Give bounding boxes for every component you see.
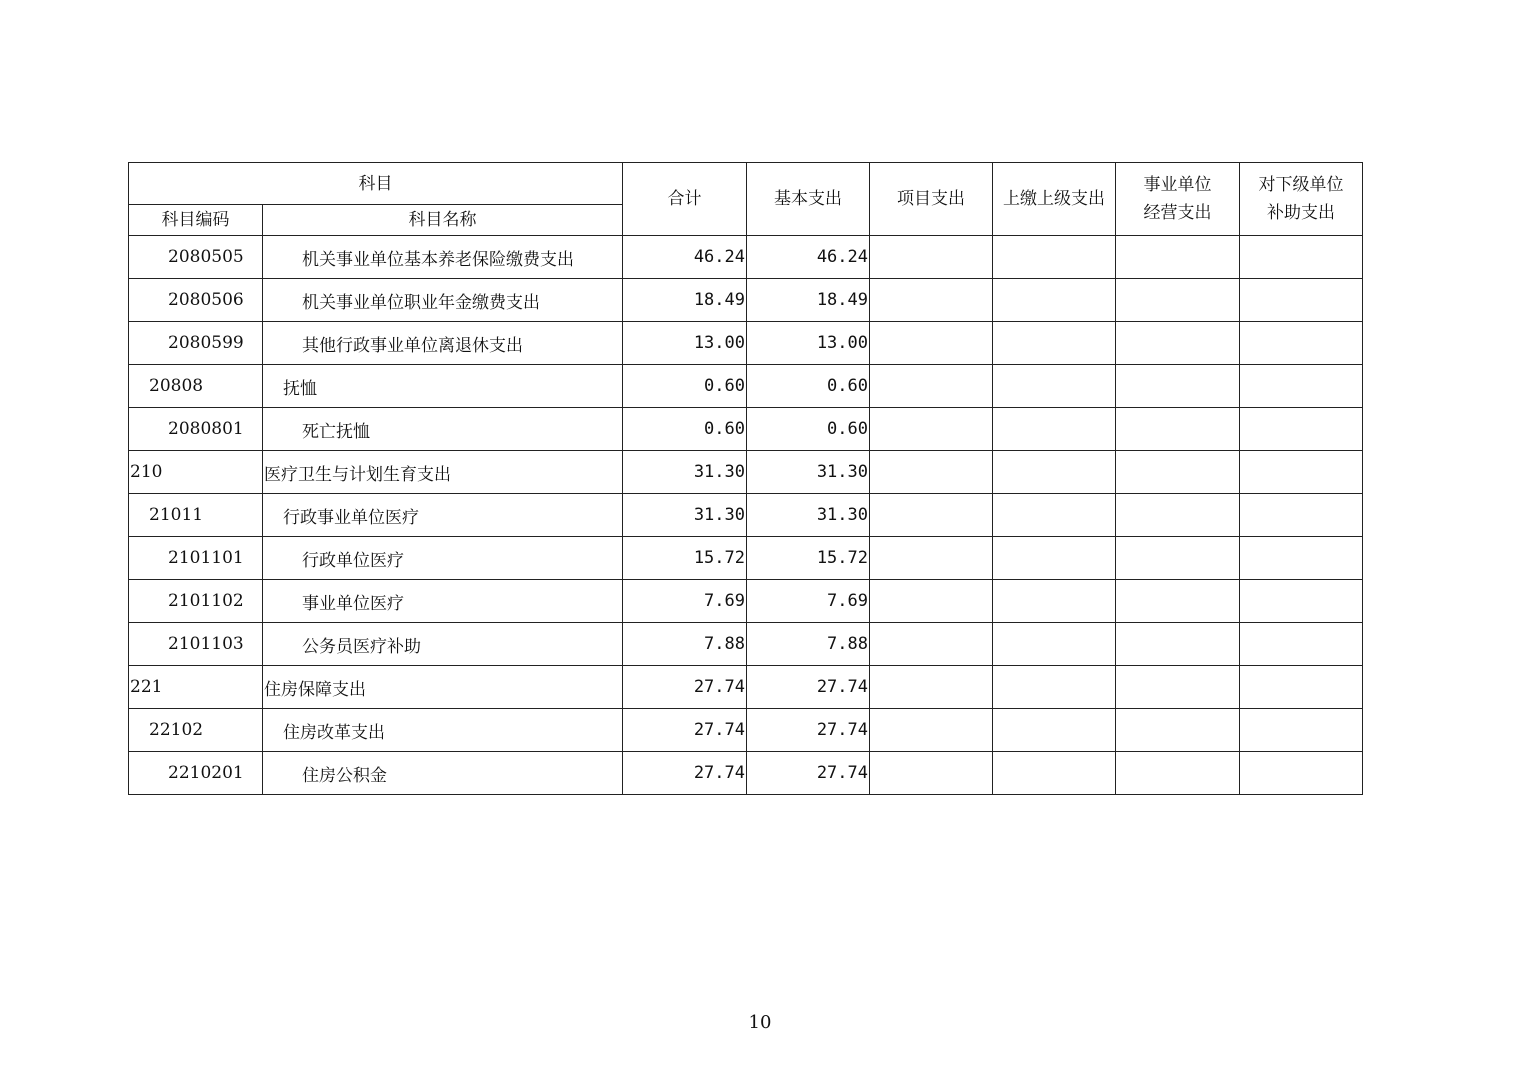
table-row bbox=[129, 709, 1363, 752]
table-row bbox=[129, 580, 1363, 623]
subject-code-cell: 2080801 bbox=[129, 408, 263, 451]
subject-code-cell: 2080599 bbox=[129, 322, 263, 365]
total-cell: 46.24 bbox=[623, 236, 747, 279]
remit-superior-cell bbox=[993, 365, 1116, 408]
page-number: 10 bbox=[748, 1012, 772, 1033]
subject-name-cell: 机关事业单位职业年金缴费支出 bbox=[263, 279, 623, 322]
total-header: 合计 bbox=[623, 163, 747, 236]
project-expenditure-cell bbox=[870, 494, 993, 537]
project-expenditure-cell bbox=[870, 623, 993, 666]
subsidy-expenditure-cell bbox=[1240, 537, 1363, 580]
operating-expenditure-cell bbox=[1116, 365, 1240, 408]
subject-name-cell: 住房公积金 bbox=[263, 752, 623, 795]
project-expenditure-cell bbox=[870, 451, 993, 494]
subject-code-cell: 2080506 bbox=[129, 279, 263, 322]
project-expenditure-cell bbox=[870, 752, 993, 795]
subject-name-cell: 住房保障支出 bbox=[263, 666, 623, 709]
total-cell: 15.72 bbox=[623, 537, 747, 580]
remit-superior-cell bbox=[993, 580, 1116, 623]
subsidy-expenditure-cell bbox=[1240, 494, 1363, 537]
subsidy-expenditure-cell bbox=[1240, 236, 1363, 279]
table-row bbox=[129, 236, 1363, 279]
remit-superior-cell bbox=[993, 752, 1116, 795]
project-expenditure-cell bbox=[870, 236, 993, 279]
project-expenditure-cell bbox=[870, 537, 993, 580]
basic-expenditure-cell: 31.30 bbox=[747, 451, 870, 494]
total-cell: 31.30 bbox=[623, 451, 747, 494]
project-expenditure-cell bbox=[870, 580, 993, 623]
operating-expenditure-cell bbox=[1116, 279, 1240, 322]
subsidy-expenditure-cell bbox=[1240, 408, 1363, 451]
operating-expenditure-header bbox=[1116, 163, 1240, 236]
project-expenditure-cell bbox=[870, 365, 993, 408]
remit-superior-cell bbox=[993, 408, 1116, 451]
subject-code-cell: 2101101 bbox=[129, 537, 263, 580]
remit-superior-cell bbox=[993, 666, 1116, 709]
remit-superior-cell bbox=[993, 322, 1116, 365]
subject-code-cell: 2101102 bbox=[129, 580, 263, 623]
basic-expenditure-cell: 18.49 bbox=[747, 279, 870, 322]
subject-name-cell: 医疗卫生与计划生育支出 bbox=[263, 451, 623, 494]
subsidy-expenditure-cell bbox=[1240, 580, 1363, 623]
table-row bbox=[129, 494, 1363, 537]
subject-name-cell: 其他行政事业单位离退休支出 bbox=[263, 322, 623, 365]
operating-expenditure-cell bbox=[1116, 666, 1240, 709]
remit-superior-header: 上缴上级支出 bbox=[993, 163, 1116, 236]
operating-expenditure-cell bbox=[1116, 451, 1240, 494]
total-cell: 7.69 bbox=[623, 580, 747, 623]
operating-expenditure-cell bbox=[1116, 537, 1240, 580]
subject-code-cell: 2101103 bbox=[129, 623, 263, 666]
remit-superior-cell bbox=[993, 623, 1116, 666]
subject-name-cell: 机关事业单位基本养老保险缴费支出 bbox=[263, 236, 623, 279]
subject-code-cell: 21011 bbox=[129, 494, 263, 537]
table-row bbox=[129, 623, 1363, 666]
subject-code-cell: 2210201 bbox=[129, 752, 263, 795]
total-cell: 27.74 bbox=[623, 709, 747, 752]
subject-name-cell: 死亡抚恤 bbox=[263, 408, 623, 451]
total-cell: 0.60 bbox=[623, 365, 747, 408]
subsidy-header-line2: 补助支出 bbox=[1267, 203, 1335, 223]
remit-superior-cell bbox=[993, 494, 1116, 537]
subject-code-cell: 20808 bbox=[129, 365, 263, 408]
subject-code-cell: 2080505 bbox=[129, 236, 263, 279]
subsidy-expenditure-cell bbox=[1240, 709, 1363, 752]
basic-expenditure-cell: 0.60 bbox=[747, 365, 870, 408]
table-row bbox=[129, 537, 1363, 580]
table-row bbox=[129, 666, 1363, 709]
table-row bbox=[129, 451, 1363, 494]
table-row bbox=[129, 408, 1363, 451]
subject-name-cell: 行政单位医疗 bbox=[263, 537, 623, 580]
subsidy-header-line1: 对下级单位 bbox=[1258, 175, 1344, 195]
subsidy-expenditure-cell bbox=[1240, 451, 1363, 494]
basic-expenditure-cell: 46.24 bbox=[747, 236, 870, 279]
subject-code-cell: 221 bbox=[129, 666, 263, 709]
operating-expenditure-cell bbox=[1116, 236, 1240, 279]
project-expenditure-cell bbox=[870, 322, 993, 365]
basic-expenditure-cell: 27.74 bbox=[747, 752, 870, 795]
subject-name-cell: 行政事业单位医疗 bbox=[263, 494, 623, 537]
project-expenditure-cell bbox=[870, 408, 993, 451]
basic-expenditure-cell: 13.00 bbox=[747, 322, 870, 365]
operating-header-line2: 经营支出 bbox=[1143, 203, 1212, 223]
subject-name-cell: 事业单位医疗 bbox=[263, 580, 623, 623]
table-row bbox=[129, 322, 1363, 365]
basic-expenditure-cell: 27.74 bbox=[747, 709, 870, 752]
basic-expenditure-cell: 27.74 bbox=[747, 666, 870, 709]
operating-expenditure-cell bbox=[1116, 322, 1240, 365]
subject-name-cell: 抚恤 bbox=[263, 365, 623, 408]
subsidy-expenditure-cell bbox=[1240, 365, 1363, 408]
project-expenditure-header: 项目支出 bbox=[870, 163, 993, 236]
project-expenditure-cell bbox=[870, 709, 993, 752]
remit-superior-cell bbox=[993, 537, 1116, 580]
remit-superior-cell bbox=[993, 279, 1116, 322]
subsidy-expenditure-cell bbox=[1240, 666, 1363, 709]
operating-expenditure-cell bbox=[1116, 623, 1240, 666]
operating-header-line1: 事业单位 bbox=[1143, 175, 1212, 195]
project-expenditure-cell bbox=[870, 666, 993, 709]
table-row bbox=[129, 752, 1363, 795]
subsidy-expenditure-cell bbox=[1240, 322, 1363, 365]
basic-expenditure-cell: 7.69 bbox=[747, 580, 870, 623]
subsidy-expenditure-cell bbox=[1240, 623, 1363, 666]
remit-superior-cell bbox=[993, 236, 1116, 279]
subject-code-header: 科目编码 bbox=[129, 205, 263, 236]
total-cell: 13.00 bbox=[623, 322, 747, 365]
subject-code-cell: 22102 bbox=[129, 709, 263, 752]
subject-name-cell: 住房改革支出 bbox=[263, 709, 623, 752]
remit-superior-cell bbox=[993, 451, 1116, 494]
subject-code-cell: 210 bbox=[129, 451, 263, 494]
operating-expenditure-cell bbox=[1116, 494, 1240, 537]
basic-expenditure-cell: 0.60 bbox=[747, 408, 870, 451]
basic-expenditure-cell: 7.88 bbox=[747, 623, 870, 666]
total-cell: 0.60 bbox=[623, 408, 747, 451]
subsidy-expenditure-cell bbox=[1240, 279, 1363, 322]
operating-expenditure-cell bbox=[1116, 408, 1240, 451]
basic-expenditure-cell: 15.72 bbox=[747, 537, 870, 580]
basic-expenditure-header: 基本支出 bbox=[747, 163, 870, 236]
subsidy-expenditure-cell bbox=[1240, 752, 1363, 795]
total-cell: 31.30 bbox=[623, 494, 747, 537]
table-row bbox=[129, 279, 1363, 322]
operating-expenditure-cell bbox=[1116, 580, 1240, 623]
subject-name-header: 科目名称 bbox=[263, 205, 623, 236]
basic-expenditure-cell: 31.30 bbox=[747, 494, 870, 537]
table-row bbox=[129, 365, 1363, 408]
expenditure-table bbox=[128, 162, 1363, 795]
total-cell: 27.74 bbox=[623, 752, 747, 795]
total-cell: 27.74 bbox=[623, 666, 747, 709]
operating-expenditure-cell bbox=[1116, 709, 1240, 752]
subject-name-cell: 公务员医疗补助 bbox=[263, 623, 623, 666]
table-body bbox=[129, 236, 1363, 795]
operating-expenditure-cell bbox=[1116, 752, 1240, 795]
total-cell: 7.88 bbox=[623, 623, 747, 666]
subject-header: 科目 bbox=[129, 163, 623, 205]
project-expenditure-cell bbox=[870, 279, 993, 322]
table-header bbox=[129, 163, 1363, 236]
subsidy-expenditure-header bbox=[1240, 163, 1363, 236]
remit-superior-cell bbox=[993, 709, 1116, 752]
total-cell: 18.49 bbox=[623, 279, 747, 322]
